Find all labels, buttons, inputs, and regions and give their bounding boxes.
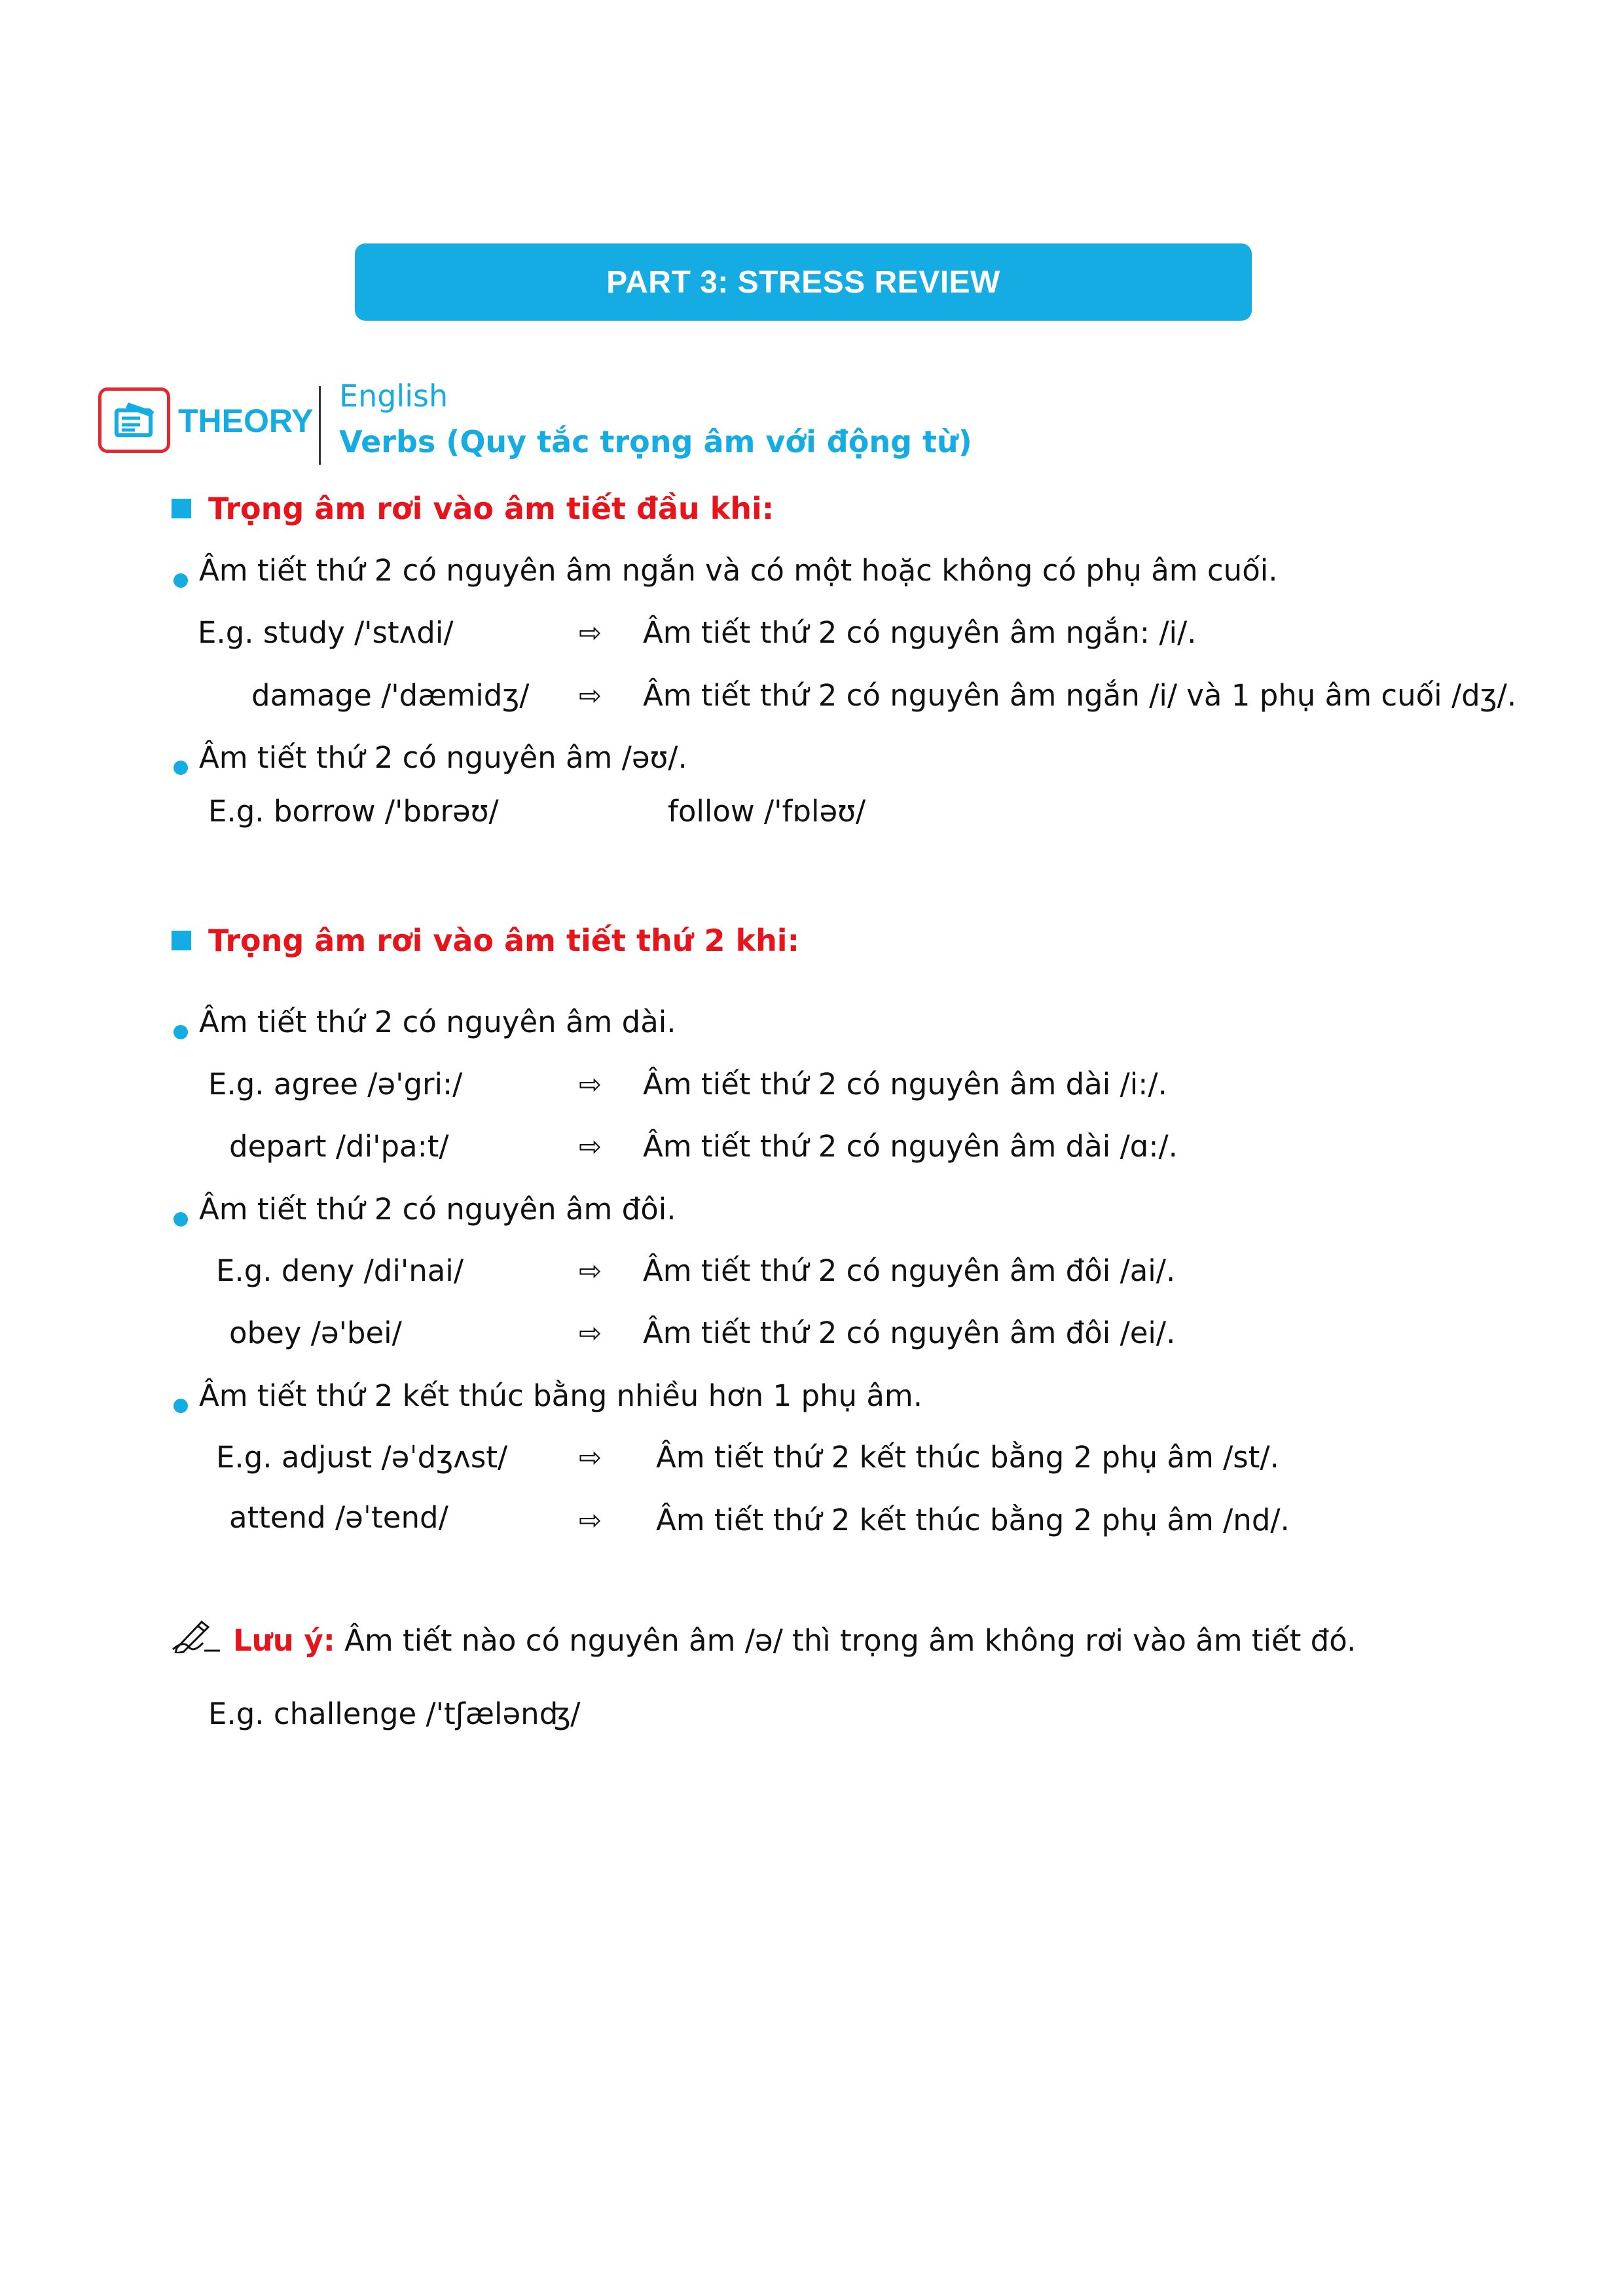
section2-ex2b-note: Âm tiết thứ 2 có nguyên âm đôi /ei/.	[643, 1316, 1176, 1350]
section2-ex1a-note: Âm tiết thứ 2 có nguyên âm dài /i:/.	[643, 1067, 1167, 1102]
section1-rule2: Âm tiết thứ 2 có nguyên âm /əʊ/.	[199, 740, 687, 775]
arrow-icon: ⇨	[579, 1130, 602, 1162]
section2-rule3: Âm tiết thứ 2 kết thúc bằng nhiều hơn 1 phụ âm.	[199, 1378, 923, 1413]
bullet	[173, 1025, 188, 1039]
section2-rule2: Âm tiết thứ 2 có nguyên âm đôi.	[199, 1192, 676, 1227]
section2-ex1a-word: E.g. agree /ə'gri:/	[208, 1067, 463, 1102]
section1-ex1a-word: E.g. study /'stʌdi/	[198, 615, 454, 650]
arrow-icon: ⇨	[579, 617, 602, 649]
note-example: E.g. challenge /'tʃælənʤ/	[208, 1696, 581, 1731]
section2-ex3a-note: Âm tiết thứ 2 kết thúc bằng 2 phụ âm /st/.	[656, 1440, 1279, 1475]
section1-ex2a: E.g. borrow /'bɒrəʊ/	[208, 794, 499, 829]
section1-ex1b-word: damage /'dæmidʒ/	[251, 678, 530, 713]
section1-heading: Trọng âm rơi vào âm tiết đầu khi:	[208, 491, 775, 526]
note-text: Âm tiết nào có nguyên âm /ə/ thì trọng âm không rơi vào âm tiết đó.	[344, 1623, 1357, 1658]
note-line	[233, 1623, 1356, 1658]
part-banner: PART 3: STRESS REVIEW	[355, 243, 1252, 321]
section2-ex1b-word: depart /di'pa:t/	[229, 1129, 449, 1164]
arrow-icon: ⇨	[579, 1255, 602, 1287]
arrow-icon: ⇨	[579, 679, 602, 711]
section2-ex3a-word: E.g. adjust /əˈdʒʌst/	[216, 1440, 508, 1475]
section2-ex3b-word: attend /əˈtend/	[229, 1500, 448, 1535]
bullet	[173, 1212, 188, 1227]
section2-ex2b-word: obey /ə'bei/	[229, 1316, 402, 1350]
arrow-icon: ⇨	[579, 1068, 602, 1100]
bullet	[173, 761, 188, 775]
section-marker-1	[172, 499, 191, 518]
board-icon	[111, 400, 157, 440]
section1-ex1a-note: Âm tiết thứ 2 có nguyên âm ngắn: /i/.	[643, 615, 1197, 650]
arrow-icon: ⇨	[579, 1441, 602, 1473]
bullet	[173, 573, 188, 588]
section2-ex2a-word: E.g. deny /di'nai/	[216, 1253, 464, 1288]
section2-heading: Trọng âm rơi vào âm tiết thứ 2 khi:	[208, 923, 799, 958]
theory-divider	[319, 386, 321, 465]
section2-rule1: Âm tiết thứ 2 có nguyên âm dài.	[199, 1005, 676, 1039]
theory-icon	[98, 387, 170, 453]
section1-rule1: Âm tiết thứ 2 có nguyên âm ngắn và có một hoặc không có phụ âm cuối.	[199, 553, 1278, 588]
section2-ex2a-note: Âm tiết thứ 2 có nguyên âm đôi /ai/.	[643, 1253, 1176, 1288]
pencil-icon	[172, 1617, 221, 1656]
subject-label: English	[339, 378, 448, 414]
section1-ex1b-note: Âm tiết thứ 2 có nguyên âm ngắn /i/ và 1 phụ âm cuối /dʒ/.	[643, 678, 1517, 713]
bullet	[173, 1399, 188, 1413]
theory-label: THEORY	[178, 403, 314, 439]
arrow-icon: ⇨	[579, 1504, 602, 1536]
section-marker-2	[172, 931, 191, 950]
topic-title: Verbs (Quy tắc trọng âm với động từ)	[339, 424, 972, 459]
section2-ex1b-note: Âm tiết thứ 2 có nguyên âm dài /ɑ:/.	[643, 1129, 1178, 1164]
section1-ex2b: follow /'fɒləʊ/	[668, 794, 866, 829]
note-label: Lưu ý:	[233, 1623, 335, 1658]
arrow-icon: ⇨	[579, 1317, 602, 1349]
section2-ex3b-note: Âm tiết thứ 2 kết thúc bằng 2 phụ âm /nd/.	[656, 1503, 1290, 1537]
